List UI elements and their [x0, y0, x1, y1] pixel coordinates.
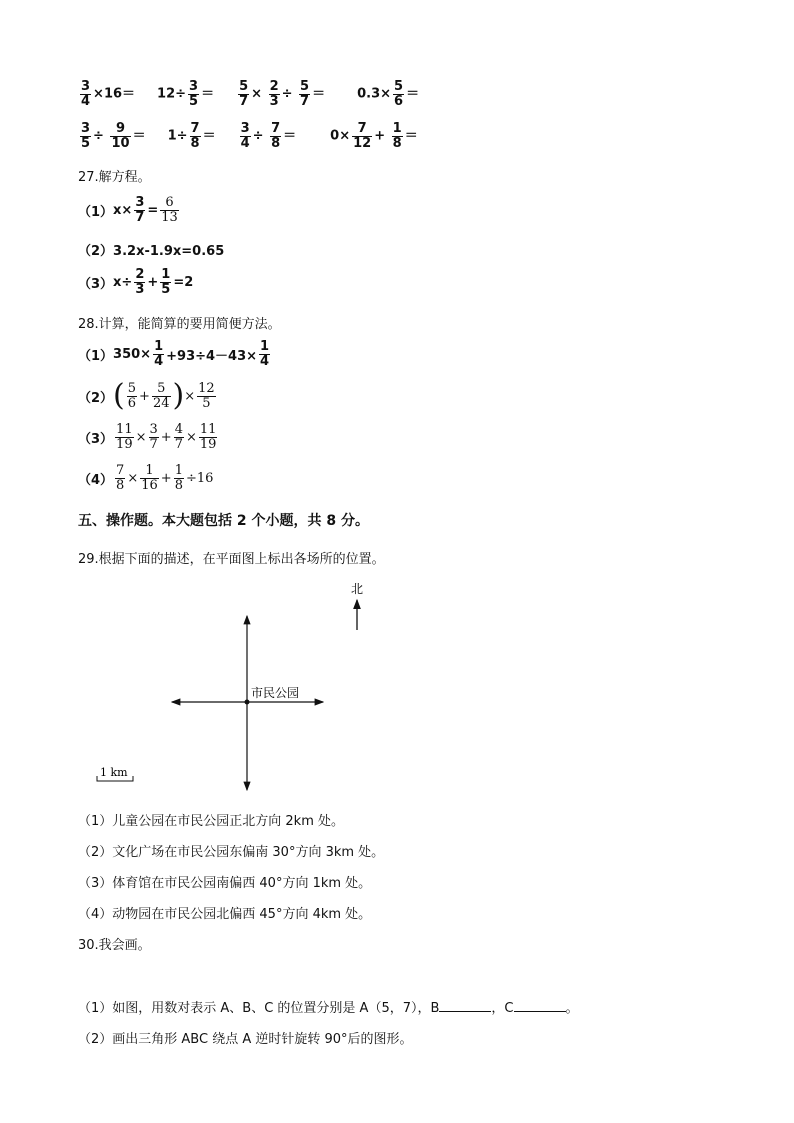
q29-item-3: （3）体育馆在市民公园南偏西 40°方向 1km 处。 — [78, 876, 372, 891]
q28-part-4: （4） $\frac{7}{8}$ × $\frac{1}{16}$ + $\frac{1}{8}$ ÷16 — [78, 463, 214, 493]
calc-row-1 — [78, 80, 419, 108]
fraction: $\frac{6}{13}$ — [161, 195, 178, 225]
fraction: $\frac{12}{5}$ — [198, 380, 215, 411]
fraction: $\frac{3}{5}$ — [81, 121, 91, 151]
q30-title: 30.我会画。 — [78, 938, 151, 953]
fraction: $\frac{5}{7}$ — [239, 79, 249, 109]
q27-part-3: （3） x÷ $\frac{2}{3}$ + $\frac{1}{5}$ =2 — [78, 267, 194, 297]
q27-part-1: （1） x× $\frac{3}{7}$ = $\frac{6}{13}$ — [78, 195, 178, 225]
fraction: $\frac{3}{4}$ — [240, 121, 250, 151]
q28-title: 28.计算，能简算的要用简便方法。 — [78, 317, 281, 332]
fraction: $\frac{5}{6}$ — [127, 380, 137, 411]
q29-item-1: （1）儿童公园在市民公园正北方向 2km 处。 — [78, 814, 344, 829]
fraction: $\frac{3}{5}$ — [189, 79, 199, 109]
fraction: $\frac{2}{3}$ — [269, 79, 279, 109]
fraction: $\frac{3}{4}$ — [81, 79, 91, 109]
q28-part-1: （1） 350× $\frac{1}{4}$ +93÷4－43× $\frac{1}{4}$ — [78, 339, 270, 369]
fraction: $\frac{11}{19}$ — [116, 422, 133, 452]
scale-label: 1 km — [100, 766, 128, 779]
q29-title: 29.根据下面的描述，在平面图上标出各场所的位置。 — [78, 552, 385, 567]
q27-title: 27.解方程。 — [78, 170, 151, 185]
calc-2-3: $\frac{3}{4}$ ÷ $\frac{7}{8}$ ＝ — [240, 121, 297, 151]
answer-blank-c[interactable] — [514, 999, 566, 1012]
fraction: $\frac{1}{5}$ — [161, 267, 171, 297]
calc-2-1: $\frac{3}{5}$ ÷ $\frac{9}{10}$ ＝ — [81, 121, 146, 151]
fraction: $\frac{1}{8}$ — [392, 121, 402, 151]
map-svg — [95, 578, 395, 798]
fraction: $\frac{7}{8}$ — [190, 121, 200, 151]
park-map-diagram — [95, 578, 395, 798]
fraction: $\frac{1}{4}$ — [154, 339, 164, 369]
center-point — [245, 700, 250, 705]
fraction: $\frac{9}{10}$ — [111, 121, 130, 151]
center-label: 市民公园 — [251, 686, 300, 700]
fraction: $\frac{2}{3}$ — [135, 267, 145, 297]
fraction: $\frac{3}{7}$ — [149, 422, 158, 452]
fraction: $\frac{5}{24}$ — [152, 380, 170, 411]
q27-part-2: （2）3.2x-1.9x=0.65 — [78, 244, 225, 259]
fraction: $\frac{7}{8}$ — [271, 121, 281, 151]
q29-item-2: （2）文化广场在市民公园东偏南 30°方向 3km 处。 — [78, 845, 385, 860]
fraction: $\frac{4}{7}$ — [174, 422, 183, 452]
fraction: $\frac{1}{8}$ — [174, 463, 183, 493]
fraction: $\frac{7}{12}$ — [353, 121, 372, 151]
calc-1-4: 0.3× $\frac{5}{6}$ ＝ — [357, 79, 420, 109]
fraction: $\frac{1}{4}$ — [260, 339, 270, 369]
fraction: $\frac{7}{8}$ — [116, 463, 125, 493]
calc-2-2: 1÷ $\frac{7}{8}$ ＝ — [167, 121, 216, 151]
calc-1-3: $\frac{5}{7}$ × $\frac{2}{3}$ ÷ $\frac{5}{7}$ ＝ — [239, 79, 326, 109]
q29-item-4: （4）动物园在市民公园北偏西 45°方向 4km 处。 — [78, 907, 372, 922]
calc-row-2 — [78, 122, 418, 150]
north-label: 北 — [350, 582, 364, 596]
calc-2-4: 0× $\frac{7}{12}$ + $\frac{1}{8}$ ＝ — [330, 121, 418, 151]
q28-part-2: （2） ( $\frac{5}{6}$ + $\frac{5}{24}$ ) × $\frac{12}{5}$ — [78, 378, 215, 413]
answer-blank-b[interactable] — [439, 999, 491, 1012]
fraction: $\frac{1}{16}$ — [141, 463, 158, 493]
fraction: $\frac{3}{7}$ — [135, 195, 145, 225]
fraction: $\frac{5}{7}$ — [300, 79, 310, 109]
calc-1-2: 12÷ $\frac{3}{5}$ ＝ — [157, 79, 215, 109]
calc-1-1: $\frac{3}{4}$ ×16＝ — [81, 79, 136, 109]
q30-part-1: （1）如图，用数对表示 A、B、C 的位置分别是 A（5，7），B ，C 。 — [78, 1001, 579, 1016]
q30-part-2: （2）画出三角形 ABC 绕点 A 逆时针旋转 90°后的图形。 — [78, 1032, 413, 1047]
section-5-heading: 五、操作题。本大题包括 2 个小题，共 8 分。 — [78, 513, 369, 529]
fraction: $\frac{11}{19}$ — [199, 422, 217, 452]
fraction: $\frac{5}{6}$ — [394, 79, 404, 109]
q28-part-3: （3） $\frac{11}{19}$ × $\frac{3}{7}$ + $\frac{4}{7}$ × $\frac{11}{19}$ — [78, 422, 217, 452]
